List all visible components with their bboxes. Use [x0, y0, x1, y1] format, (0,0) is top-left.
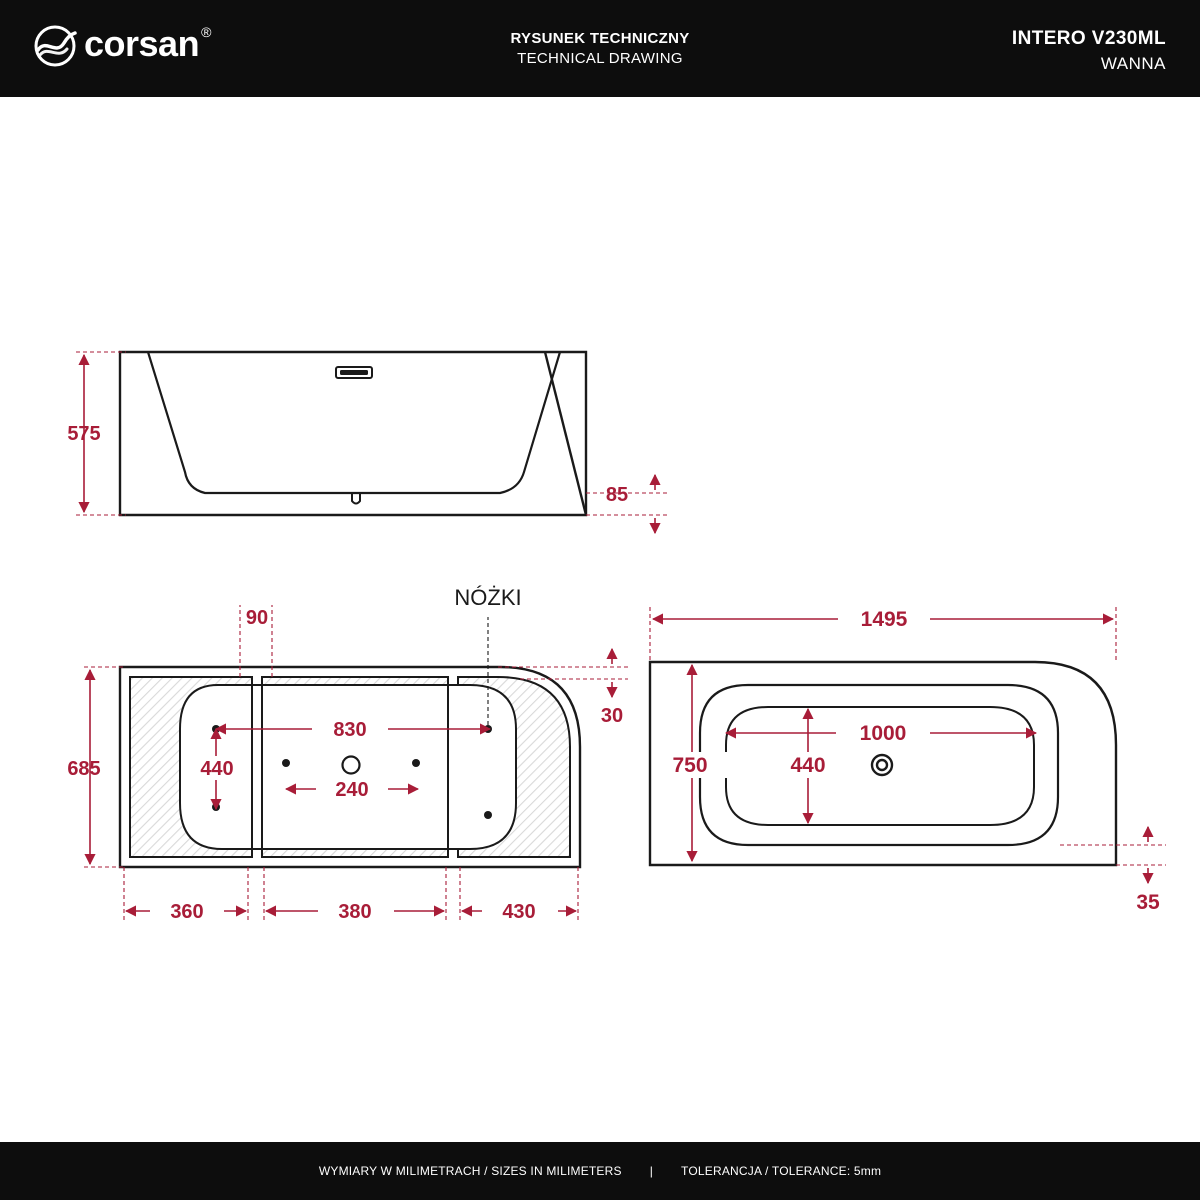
technical-drawing-svg [0, 97, 1200, 1142]
dim-90: 90 [245, 607, 269, 629]
brand-logo [34, 24, 211, 68]
dim-750: 750 [672, 754, 708, 777]
footer-separator: | [649, 1164, 654, 1178]
model-name: INTERO V230ML [1011, 28, 1166, 49]
front-elevation-view [67, 352, 668, 533]
foot-dot [282, 759, 290, 767]
top-plan-view [650, 605, 1166, 914]
dim-575: 575 [67, 423, 101, 445]
dim-30: 30 [600, 705, 624, 727]
dim-440-top: 440 [790, 754, 826, 777]
page-footer [0, 1142, 1200, 1200]
dim-430: 430 [502, 901, 536, 923]
wave-logo-icon [34, 24, 80, 68]
dim-685: 685 [67, 758, 101, 780]
footer-sizes-note: WYMIARY W MILIMETRACH / SIZES IN MILIMETERS [318, 1164, 622, 1178]
registered-mark: ® [201, 24, 212, 40]
foot-dot [412, 759, 420, 767]
drawing-canvas [0, 97, 1200, 1142]
brand-name: corsan [84, 23, 200, 64]
dim-360: 360 [170, 901, 204, 923]
footer-tolerance-note: TOLERANCJA / TOLERANCE: 5mm [681, 1164, 882, 1178]
dim-1000: 1000 [859, 722, 907, 745]
callout-nozki: NÓŻKI [454, 585, 522, 610]
dim-85: 85 [605, 484, 629, 506]
dim-380: 380 [338, 901, 372, 923]
header-model-block [1012, 28, 1166, 74]
product-type: WANNA [1100, 54, 1166, 73]
drawing-title-pl: RYSUNEK TECHNICZNY [510, 30, 690, 47]
page-header [0, 0, 1200, 97]
dim-440-bottom: 440 [200, 758, 234, 780]
bottom-plan-view [67, 585, 628, 924]
foot-dot [484, 811, 492, 819]
dim-35: 35 [1136, 891, 1160, 914]
dim-830: 830 [333, 719, 367, 741]
drawing-title-en: TECHNICAL DRAWING [517, 50, 683, 67]
dim-1495: 1495 [860, 608, 908, 631]
header-title-block [380, 30, 820, 67]
dim-240: 240 [335, 779, 369, 801]
